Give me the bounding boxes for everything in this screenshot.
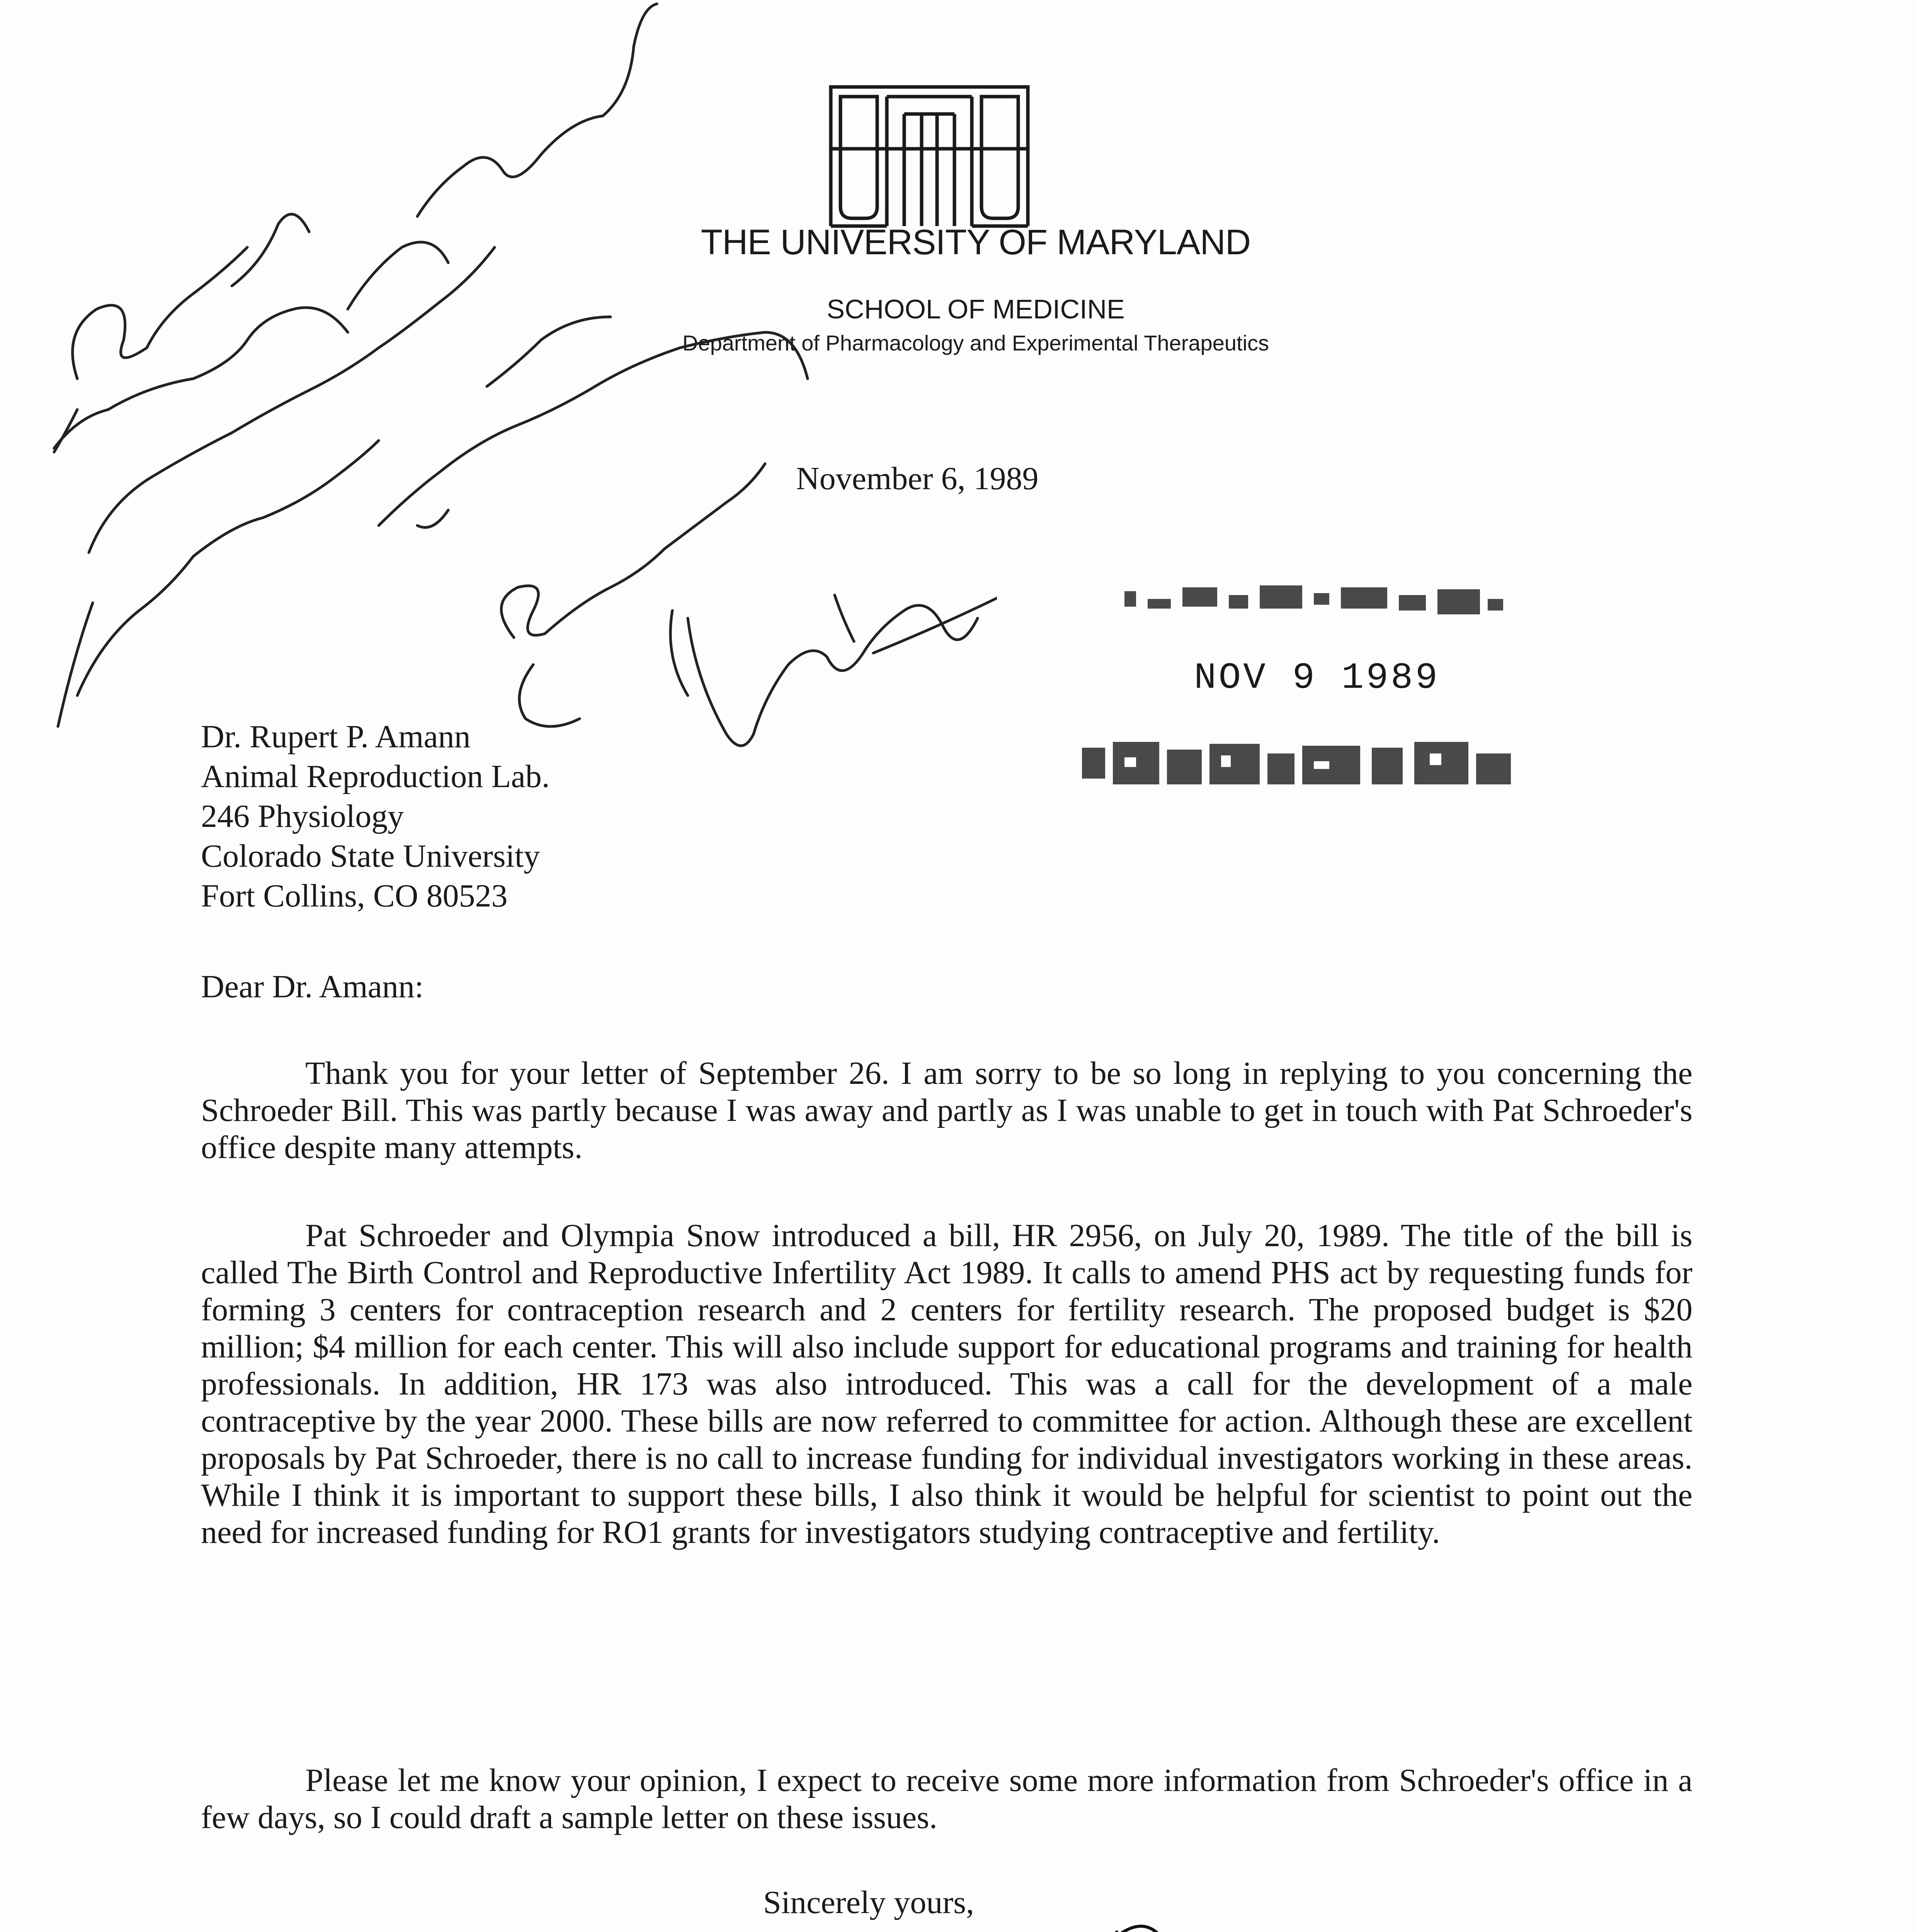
stamp-date: NOV 9 1989 [1194, 657, 1440, 699]
address-line: Animal Reproduction Lab. [201, 759, 550, 794]
salutation: Dear Dr. Amann: [201, 969, 424, 1005]
department-name: Department of Pharmacology and Experimental Therapeutics [682, 331, 1269, 355]
address-line: Dr. Rupert P. Amann [201, 719, 471, 755]
body-paragraph: Please let me know your opinion, I expect to receive some more information from Schroeder's office in a few days, so I could draft a sample letter on these issues. [201, 1762, 1692, 1835]
handwritten-annotation [31, 0, 997, 831]
university-name: THE UNIVERSITY OF MARYLAND [701, 223, 1251, 262]
address-line: Colorado State University [201, 838, 540, 874]
letter-date: November 6, 1989 [796, 461, 1039, 497]
handwritten-signature [796, 1917, 1453, 1932]
school-name: SCHOOL OF MEDICINE [827, 294, 1125, 324]
body-paragraph: Pat Schroeder and Olympia Snow introduced a bill, HR 2956, on July 20, 1989. The title of the bill is called The Birth Control and Reproductive Infertility Act 1989. It calls to amend PHS act by requesting funds for forming 3 centers for contraception research and 2 centers for fertility research. The proposed budget is $20 million; $4 million for each center. This will also include support for educational programs and training for health professionals. In addition, HR 173 was also introduced. This was a call for the development of a male contraceptive by the year 2000. These bills are now referred to committee for action. Although these are excellent proposals by Pat Schroeder, there is no call to increase funding for individual investigators working in these areas. While I think it is important to support these bills, I also think it would be helpful for scientist to point out the need for increased funding for RO1 grants for investigators studying contraceptive and fertility. [201, 1218, 1692, 1550]
recipient-address [201, 717, 550, 916]
address-line: 246 Physiology [201, 798, 404, 834]
body-paragraph: Thank you for your letter of September 26. I am sorry to be so long in replying to you concerning the Schroeder Bill. This was partly because I was away and partly as I was unable to get in touch with Pat Schroeder's office despite many attempts. [201, 1055, 1692, 1165]
closing: Sincerely yours, [763, 1884, 974, 1920]
address-line: Fort Collins, CO 80523 [201, 878, 508, 914]
